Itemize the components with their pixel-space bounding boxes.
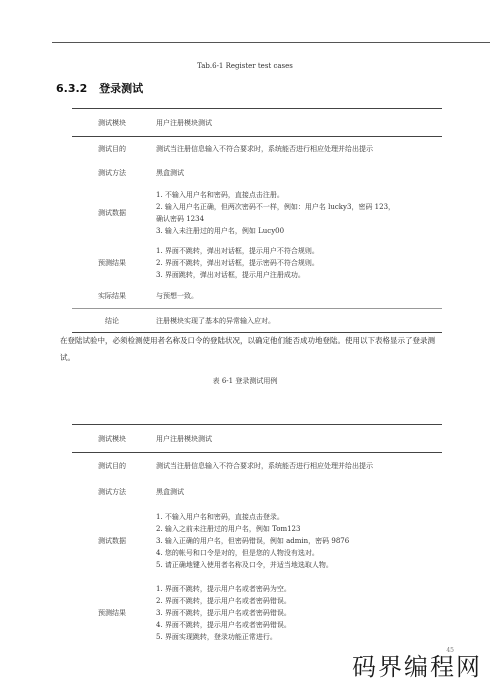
list-item: 3. 输入正确的用户名，但密码错误，例如 admin，密码 9876 [156, 536, 350, 545]
list-item: 确认密码 1234 [156, 214, 205, 223]
section-heading [56, 80, 143, 96]
list-item: 3. 输入未注册过的用户名，例如 Lucy00 [156, 226, 285, 235]
row-list [152, 577, 442, 649]
row-list [152, 241, 442, 285]
list-item: 2. 界面不跳转，提示用户名或者密码错误。 [156, 596, 291, 605]
row-key: 测试数据 [98, 208, 126, 217]
row-list [152, 185, 442, 241]
site-watermark: 码界编程网 [352, 653, 482, 681]
list-item: 4. 您的帐号和口令是对的，但是您的人物没有选对。 [156, 548, 319, 557]
header-rule [52, 42, 490, 43]
list-item: 3. 界面跳转，弹出对话框，提示用户注册成功。 [156, 270, 305, 279]
list-item: 1. 不输入用户名和密码，直接点击登录。 [156, 512, 284, 521]
list-item: 3. 界面不跳转，提示用户名或者密码错误。 [156, 608, 291, 617]
list-item: 1. 界面不跳转，弹出对话框，提示用户不符合规则。 [156, 246, 319, 255]
row-value: 测试当注册信息输入不符合要求时，系统能否进行相应处理并给出提示 [156, 144, 373, 153]
list-item: 5. 界面实现跳转，登录功能正常进行。 [156, 632, 277, 641]
list-item: 2. 界面不跳转，弹出对话框，提示密码不符合规则。 [156, 258, 319, 267]
row-list [152, 505, 442, 577]
table-caption-chinese: 表 6-1 登录测试用例 [212, 377, 278, 385]
row-key: 测试目的 [98, 144, 126, 153]
row-key: 测试方法 [98, 487, 126, 496]
login-test-table [72, 424, 442, 649]
row-key: 预测结果 [98, 258, 126, 267]
table-row [72, 241, 442, 285]
table-row [72, 161, 442, 185]
table-row [72, 505, 442, 577]
section-number: 6.3.2 [56, 82, 88, 95]
list-item: 4. 界面不跳转，提示用户名或者密码错误。 [156, 620, 291, 629]
row-value: 黑盒测试 [156, 487, 184, 496]
table-row [72, 479, 442, 505]
row-key: 实际结果 [98, 292, 126, 301]
list-item: 1. 不输入用户名和密码，直接点击注册。 [156, 190, 284, 199]
table-row [72, 309, 442, 333]
table-row [72, 285, 442, 309]
list-item: 5. 请正确地键入使用者名称及口令，并适当地选取人物。 [156, 560, 333, 569]
register-test-table [72, 108, 442, 333]
table-row [72, 137, 442, 161]
section-title: 登录测试 [99, 82, 144, 95]
row-key: 测试方法 [98, 168, 126, 177]
row-value: 用户注册模块测试 [152, 109, 442, 137]
body-paragraph: 在登陆试验中，必须检测使用者名称及口令的登陆状况，以确定他们能否成功地登陆。使用以下表格显示了登录测试。 [60, 336, 435, 362]
row-key: 测试模块 [72, 425, 152, 453]
row-key: 测试目的 [98, 461, 126, 470]
table-row [72, 577, 442, 649]
page-number: 45 [446, 647, 454, 654]
list-item: 2. 输入之前未注册过的用户名，例如 Tom123 [156, 524, 301, 533]
list-item: 1. 界面不跳转，提示用户名或者密码为空。 [156, 584, 291, 593]
row-value: 与预想一致。 [156, 292, 198, 301]
row-value: 用户注册模块测试 [152, 425, 442, 453]
row-key: 测试数据 [98, 536, 126, 545]
table-row [72, 185, 442, 241]
row-key: 预测结果 [98, 608, 126, 617]
list-item: 2. 输入用户名正确，但两次密码不一样，例如：用户名 lucky3，密码 123， [156, 202, 396, 211]
row-key: 测试模块 [72, 109, 152, 137]
table-row [72, 425, 442, 453]
row-value: 黑盒测试 [156, 168, 184, 177]
row-key: 结论 [72, 309, 152, 333]
row-value: 测试当注册信息输入不符合要求时，系统能否进行相应处理并给出提示 [156, 461, 373, 470]
table-row [72, 109, 442, 137]
row-value: 注册模块实现了基本的异常输入应对。 [152, 309, 442, 333]
table-caption-english: Tab.6-1 Register test cases [197, 62, 293, 70]
table-row [72, 453, 442, 479]
